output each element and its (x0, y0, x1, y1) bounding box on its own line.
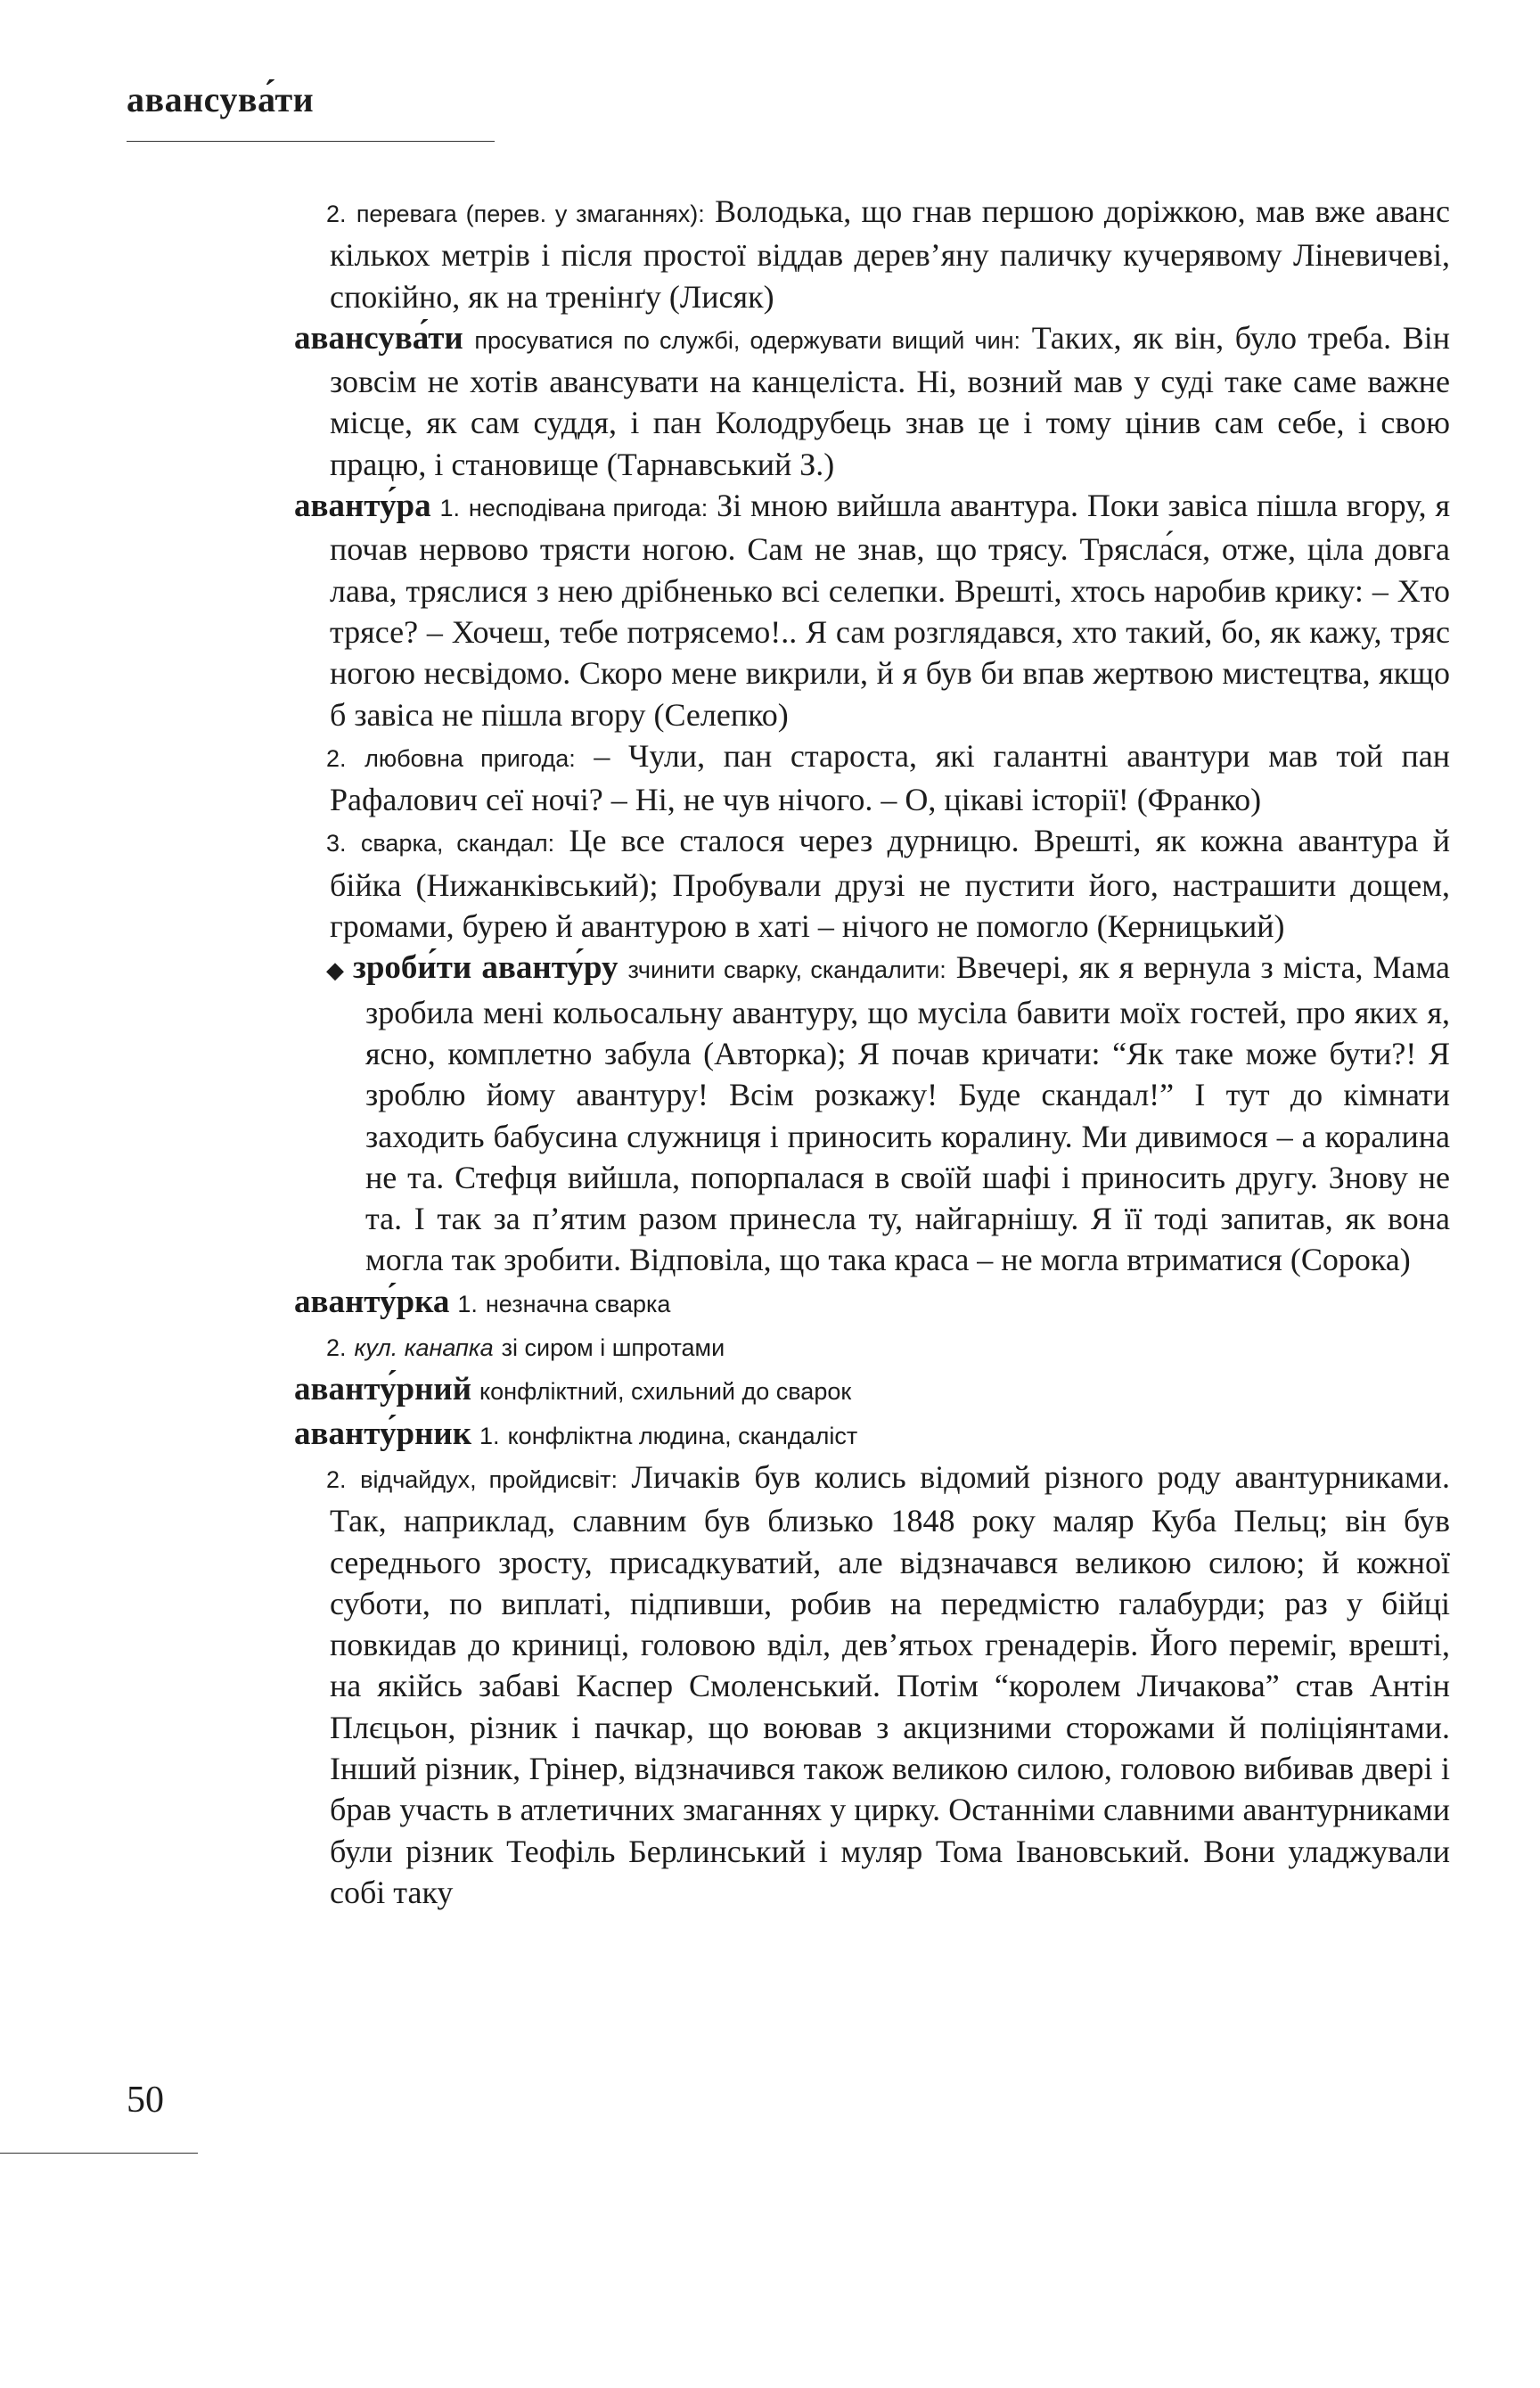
idiom-gloss: зчинити сварку, скандалити: (627, 956, 946, 984)
sense-number: 2. (326, 744, 347, 772)
sense-gloss: зі сиром і шпротами (501, 1334, 725, 1362)
sense-continued-2 (294, 191, 1450, 317)
headword: аванту́ра (294, 488, 431, 525)
sense-number: 2. (326, 201, 347, 227)
sense-gloss: сварка, скандал: (360, 830, 555, 858)
sense-number: 1. (457, 1290, 478, 1317)
sense-avanturnyk-2 (294, 1457, 1450, 1913)
sense-avanturka-2 (294, 1325, 1450, 1368)
sense-gloss: любовна пригода: (365, 744, 576, 772)
sense-gloss: відчайдух, пройдисвіт: (360, 1465, 618, 1493)
footer-divider (0, 2153, 198, 2154)
sense-number: 2. (326, 1334, 347, 1362)
sense-gloss: перевага (перев. у змаганнях): (356, 201, 705, 227)
idiom-headword: зроби́ти аванту́ру (352, 949, 618, 987)
entry-avanturnyi (294, 1368, 1450, 1412)
diamond-bullet-icon: ◆ (326, 957, 346, 984)
sense-label (355, 1334, 494, 1361)
dictionary-text (294, 191, 1450, 1913)
header-divider (127, 141, 495, 142)
entry-avansuvaty (294, 317, 1450, 485)
sense-number: 1. (439, 495, 461, 522)
running-header: авансува́ти (127, 79, 315, 119)
sense-example: Личаків був колись відомий різного роду авантурниками. Так, наприклад, славним був близько 1848 року маляр Куба Пельц; він був середнього зросту, присадкуватий, але відзначався великою силою; й кожної суботи, по виплаті, підпивши, робив на передмістю галабурди; раз у бійці повкидав до криниці, головою вділ, дев’ятьох гренадерів. Його переміг, врешті, на якійсь забаві Каспер Смоленський. Потім “королем Личакова” став Антін Плєцьон, різник і пачкар, що воював з акцизними сторожами й поліціянтами. Інший різник, Грінер, відзначився також великою силою, головою вибивав двері і брав участь в атлетичних змаганнях у цирку. Останніми славними авантурниками були різник Теофіль Берлинський і муляр Тома Івановський. Вони уладжували собі таку (330, 1458, 1450, 1910)
entry-avanturka (294, 1281, 1450, 1325)
sense-gloss: несподівана пригода: (468, 495, 709, 522)
sense-example: Це все сталося через дурницю. Врешті, як кожна авантура й бійка (Нижанківський); Пробували друзі не пустити його, настрашити дощем, громами, бурею й авантурою в хаті – нічого не помогло (Керницький) (330, 823, 1451, 945)
idiom-example: Ввечері, як я вернула з міста, Мама зробила мені кольосальну авантуру, що мусіла бавити моїх гостей, про яких я, ясно, комплетно забула (Авторка); Я почав кричати: “Як таке може бути?! Я зроблю йому авантуру! Всім розкажу! Буде скандал!” І тут до кімнати заходить бабусина служниця і приносить коралину. Ми дивимося – а коралина не та. Стефця вийшла, попорпалася в своїй шафі і приносить другу. Знову не та. І так за п’ятим разом принесла ту, найгарнішу. Я її тоді запитав, як вона могла так зробити. Відповіла, що така краса – не могла втриматися (Сорока) (365, 949, 1451, 1278)
sense-number: 2. (326, 1465, 347, 1493)
sense-gloss: конфліктна людина, скандаліст (507, 1422, 858, 1449)
sense-example: Зі мною вийшла авантура. Поки завіса пішла вгору, я почав нервово трясти ногою. Сам не знав, що трясу. Трясла́ся, отже, ціла довга лава, тряслися з нею дрібненько всі селепки. Врешті, хтось наробив крику: – Хто трясе? – Хочеш, тебе потрясемо!.. Я сам розглядався, хто такий, бо, як кажу, тряс ногою несвідомо. Скоро мене викрили, й я був би впав жертвою мистецтва, якщо б завіса не пішла вгору (Селепко) (330, 488, 1451, 733)
entry-avanturnyk (294, 1413, 1450, 1457)
page-number: 50 (127, 2080, 164, 2121)
sense-example: – Чули, пан староста, які галантні авантури мав той пан Рафалович сеї ночі? – Ні, не чув нічого. – О, цікаві історії! (Франко) (330, 737, 1450, 818)
idiom-zrobyty-avanturu (294, 947, 1450, 1280)
sense-avantura-2 (294, 735, 1450, 821)
entry-avantura (294, 485, 1450, 735)
sense-number: 3. (326, 830, 347, 858)
entry-gloss: просуватися по службі, одержувати вищий чин: (474, 326, 1021, 354)
headword: аванту́рний (294, 1371, 472, 1408)
domain-label: кул. канапка (354, 1334, 494, 1362)
sense-gloss: незначна сварка (485, 1290, 671, 1317)
headword: аванту́рка (294, 1283, 450, 1320)
headword: авансува́ти (294, 319, 463, 357)
headword: аванту́рник (294, 1415, 472, 1452)
entry-gloss: конфліктний, схильний до сварок (479, 1378, 852, 1406)
entry-example: Таких, як він, було треба. Він зовсім не хотів авансувати на канцеліста. Ні, возний мав у суді таке саме важне місце, як сам суддя, і пан Колодрубець знав це і тому цінив сам себе, і свою працю, і становище (Тарнавський З.) (330, 319, 1451, 482)
sense-number: 1. (479, 1422, 500, 1449)
sense-avantura-3 (294, 820, 1450, 947)
sense-example: Володька, що гнав першою доріжкою, мав вже аванс кількох метрів і після простої віддав дерев’яну паличку кучерявому Ліневичеві, спокійно, як на тренінґу (Лисяк) (330, 193, 1451, 315)
